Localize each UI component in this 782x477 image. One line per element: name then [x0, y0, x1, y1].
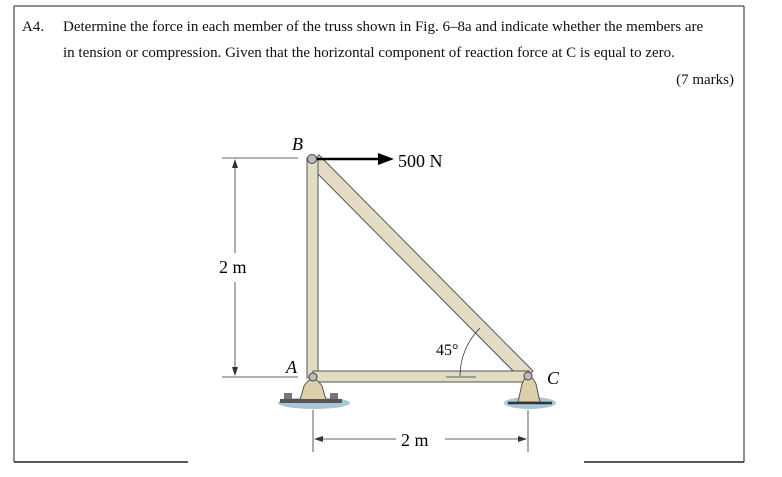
marks-label: (7 marks) — [676, 72, 734, 88]
width-dim-arrow-right — [518, 436, 527, 442]
member-ab — [307, 158, 318, 378]
pin-joint-b — [308, 155, 317, 164]
label-joint-b: B — [292, 134, 303, 154]
member-bc — [309, 155, 533, 381]
member-ac — [313, 371, 529, 382]
support-bolt-a-right — [330, 393, 338, 399]
width-dim-arrow-left — [314, 436, 323, 442]
load-label: 500 N — [398, 151, 443, 171]
height-dim-arrow-top — [232, 159, 238, 168]
pin-joint-a — [309, 373, 317, 381]
label-joint-c: C — [547, 368, 560, 388]
label-joint-a: A — [286, 357, 297, 377]
width-dim-label: 2 m — [401, 430, 429, 450]
support-base-a — [280, 399, 342, 403]
support-bolt-a-left — [284, 393, 292, 399]
pin-joint-c — [524, 372, 532, 380]
height-dim-label: 2 m — [219, 257, 247, 277]
question-number: A4. — [22, 19, 45, 35]
angle-label: 45° — [436, 342, 459, 359]
question-text-line-1: Determine the force in each member of the truss shown in Fig. 6–8a and indicate whether the members are — [63, 19, 704, 35]
question-text-line-2: in tension or compression. Given that the horizontal component of reaction force at C is equal to zero. — [63, 45, 675, 61]
height-dim-arrow-bottom — [232, 367, 238, 376]
load-arrow-head — [378, 153, 394, 165]
